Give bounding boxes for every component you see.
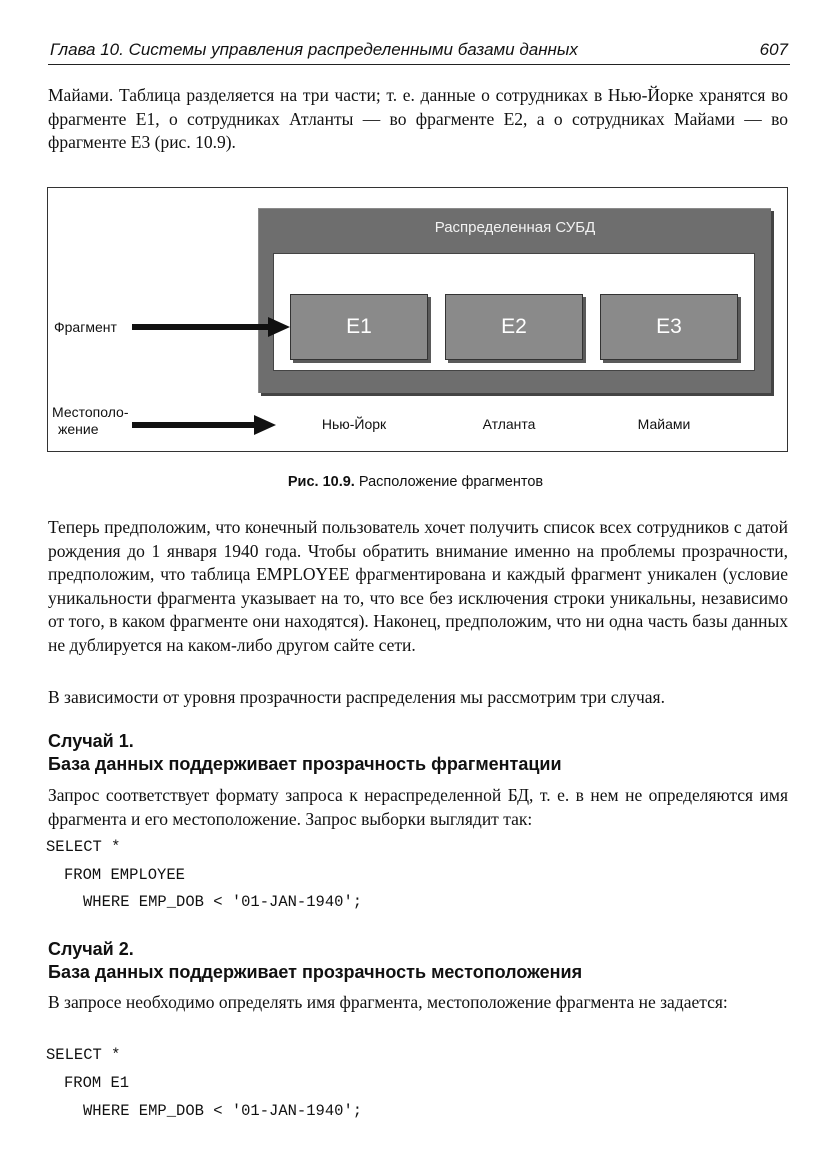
location-new-york: Нью-Йорк	[321, 416, 387, 432]
page-number: 607	[759, 40, 788, 59]
fragments-container	[273, 253, 755, 371]
case1-text: Запрос соответствует формату запроса к нераспределенной БД, т. е. в нем не определяются имя фрагмента и его местоположение. Запрос выборки выглядит так:	[48, 785, 788, 829]
dbms-label: Распределенная СУБД	[434, 219, 596, 236]
case2-heading	[48, 938, 788, 984]
fragment-arrow-icon	[132, 316, 292, 338]
running-header	[48, 38, 790, 65]
case2-text: В запросе необходимо определять имя фрагмента, местоположение фрагмента не задается:	[48, 992, 728, 1012]
chapter-title: Глава 10. Системы управления распределенными базами данных	[50, 40, 578, 59]
caption-number: Рис. 10.9.	[287, 474, 355, 490]
case1-heading	[48, 730, 788, 776]
location-arrow-icon	[132, 414, 278, 436]
fragment-e3: E3	[600, 294, 738, 360]
paragraph-2: Теперь предположим, что конечный пользователь хочет получить список всех сотрудников с датой рождения до 1 января 1940 года. Чтобы обратить внимание именно на проблемы прозрачности, предположим, что таблица EMPLOYEE фрагментирована и каждый фрагмент уникален (условие уникальности фрагмента указывает на то, что все без исключения строки уникальны, независимо от того, в каком фрагменте они находятся). Наконец, предположим, что ни одна часть базы данных не дублируется на каком-либо другом сайте сети.	[48, 517, 788, 655]
location-label-line2: жение	[58, 421, 99, 437]
case1-code-line2: FROM EMPLOYEE	[64, 866, 185, 884]
fragment-e1: E1	[290, 294, 428, 360]
figure-caption	[0, 474, 831, 490]
case1-subtitle: База данных поддерживает прозрачность фрагментации	[48, 754, 562, 774]
figure-fragment-locations	[47, 187, 788, 452]
case2-code-line3: WHERE EMP_DOB < '01-JAN-1940';	[83, 1102, 363, 1120]
location-miami: Майами	[637, 416, 691, 432]
case1-code-line3: WHERE EMP_DOB < '01-JAN-1940';	[83, 893, 363, 911]
fragment-label: Фрагмент	[54, 319, 117, 335]
caption-text: Расположение фрагментов	[358, 474, 544, 490]
location-atlanta: Атланта	[482, 416, 536, 432]
paragraph-3: В зависимости от уровня прозрачности распределения мы рассмотрим три случая.	[48, 687, 665, 707]
case2-code-line1: SELECT *	[46, 1046, 121, 1064]
case2-code-line2: FROM E1	[64, 1074, 130, 1092]
location-label-line1: Местополо-	[52, 404, 129, 420]
distributed-dbms-box	[258, 208, 771, 393]
case2-subtitle: База данных поддерживает прозрачность местоположения	[48, 962, 583, 982]
case1-code-line1: SELECT *	[46, 838, 121, 856]
case2-title: Случай 2.	[48, 939, 134, 959]
case1-title: Случай 1.	[48, 731, 134, 751]
location-label	[52, 404, 128, 438]
intro-paragraph: Майами. Таблица разделяется на три части; т. е. данные о сотрудниках в Нью-Йорке хранятся во фрагменте E1, о сотрудниках Атланты — во фрагменте E2, а о сотрудниках Майами — во фрагменте E3 (рис. 10.9).	[48, 85, 788, 153]
fragment-e2: E2	[445, 294, 583, 360]
